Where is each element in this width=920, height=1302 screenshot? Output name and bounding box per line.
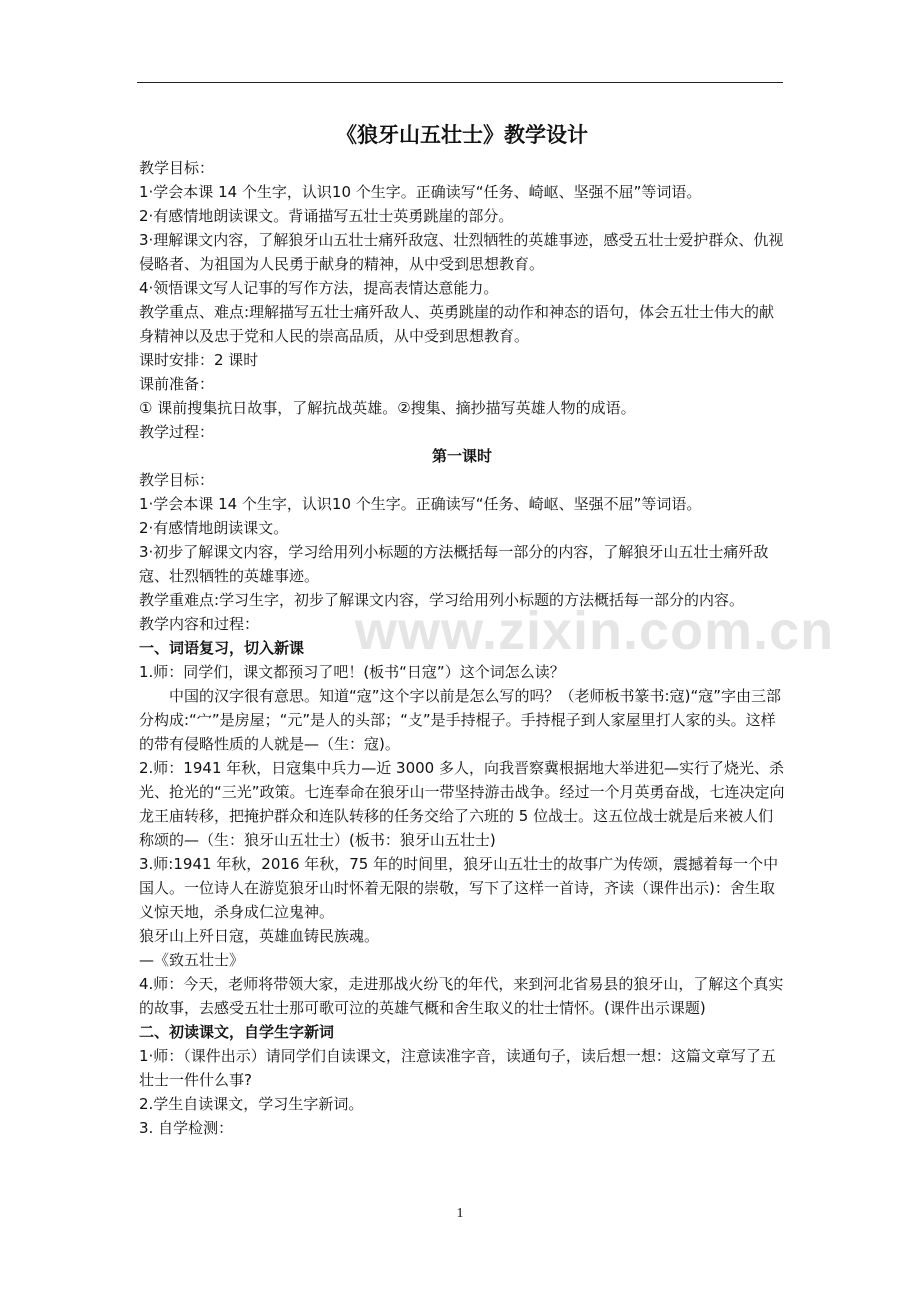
key-difficult-points: 教学重点、难点:理解描写五壮士痛歼敌人、英勇跳崖的动作和神态的语句，体会五壮士伟大的献身精神以及忠于党和人民的崇高品质，从中受到思想教育。 [139, 303, 775, 345]
preparation-heading: 课前准备： [139, 375, 215, 393]
goal-item-1: 1·学会本课 14 个生字，认识10 个生字。正确读写“任务、崎岖、坚强不屈”等词语。 [139, 183, 702, 201]
part-one-heading: 一、词语复习，切入新课 [139, 639, 305, 657]
lesson-goals-heading: 教学目标： [139, 471, 215, 489]
document-title: 《狼牙山五壮士》教学设计 [336, 123, 588, 147]
teacher-step-1: 1.师：同学们，课文都预习了吧！(板书“日寇”）这个词怎么读？ [139, 663, 565, 681]
preparation-items: ① 课前搜集抗日故事，了解抗战英雄。②搜集、摘抄描写英雄人物的成语。 [139, 399, 636, 417]
goal-item-2: 2·有感情地朗读课文。背诵描写五壮士英勇跳崖的部分。 [139, 207, 514, 225]
class-schedule: 课时安排：2 课时 [139, 351, 259, 369]
poem-source: —《致五壮士》 [139, 951, 245, 969]
poem-line: 狼牙山上歼日寇，英雄血铸民族魂。 [139, 927, 380, 945]
lesson-goal-3: 3·初步了解课文内容，学习给用列小标题的方法概括每一部分的内容，了解狼牙山五壮士痛歼敌寇、壮烈牺牲的英雄事迹。 [139, 543, 769, 585]
teacher-step-4: 4.师：今天，老师将带领大家，走进那战火纷飞的年代，来到河北省易县的狼牙山，了解这个真实的故事，去感受五壮士那可歌可泣的英雄气概和舍生取义的壮士情怀。(课件出示课题) [139, 975, 784, 1017]
teacher-step-3: 3.师:1941 年秋，2016 年秋，75 年的时间里，狼牙山五壮士的故事广为传颂，震撼着每一个中国人。一位诗人在游览狼牙山时怀着无限的崇敬，写下了这样一首诗，齐读（课件出示)：舍生取义惊天地，杀身成仁泣鬼神。 [139, 855, 779, 921]
process-heading: 教学过程： [139, 423, 215, 441]
lesson-key-points: 教学重难点:学习生字，初步了解课文内容，学习给用列小标题的方法概括每一部分的内容。 [139, 591, 745, 609]
lesson-goal-1: 1·学会本课 14 个生字，认识10 个生字。正确读写“任务、崎岖、坚强不屈”等词语。 [139, 495, 702, 513]
lesson-goal-2: 2·有感情地朗读课文。 [139, 519, 289, 537]
section-heading-goals: 教学目标： [139, 159, 215, 177]
reading-step-1: 1·师：（课件出示）请同学们自读课文，注意读准字音，读通句子，读后想一想：这篇文章写了五壮士一件什么事? [139, 1047, 776, 1089]
goal-item-3: 3·理解课文内容，了解狼牙山五壮士痛歼敌寇、壮烈牺牲的英雄事迹，感受五壮士爱护群众、仇视侵略者、为祖国为人民勇于献身的精神，从中受到思想教育。 [139, 231, 784, 273]
reading-step-2: 2.学生自读课文，学习生字新词。 [139, 1095, 364, 1113]
goal-item-4: 4·领悟课文写人记事的写作方法，提高表情达意能力。 [139, 279, 499, 297]
part-two-heading: 二、初读课文，自学生字新词 [139, 1023, 335, 1041]
watermark: www.zixin.com.cn [355, 601, 835, 661]
content-process-heading: 教学内容和过程： [139, 615, 260, 633]
header-rule [137, 82, 783, 83]
reading-step-3: 3. 自学检测： [139, 1119, 234, 1137]
teacher-step-2: 2.师：1941 年秋，日寇集中兵力—近 3000 多人，向我晋察冀根据地大举进犯—实行了烧光、杀光、抢光的“三光”政策。七连奉命在狼牙山一带坚持游击战争。经过一个月英勇奋战，七连决定向龙王庙转移，把掩护群众和连队转移的任务交给了六班的 5 位战士。这五位战士就是后来被人们称颂的—（生：狼牙山五壮士）(板书：狼牙山五壮士) [139, 759, 785, 849]
lesson-one-heading: 第一课时 [431, 447, 492, 465]
page-number: 1 [456, 1206, 464, 1221]
character-explanation: 中国的汉字很有意思。知道“寇”这个字以前是怎么写的吗？（老师板书篆书:寇)“寇”字由三部分构成:“宀”是房屋；“元”是人的头部；“攴”是手持棍子。手持棍子到人家屋里打人家的头。这样的带有侵略性质的人就是—（生：寇)。 [139, 687, 781, 753]
